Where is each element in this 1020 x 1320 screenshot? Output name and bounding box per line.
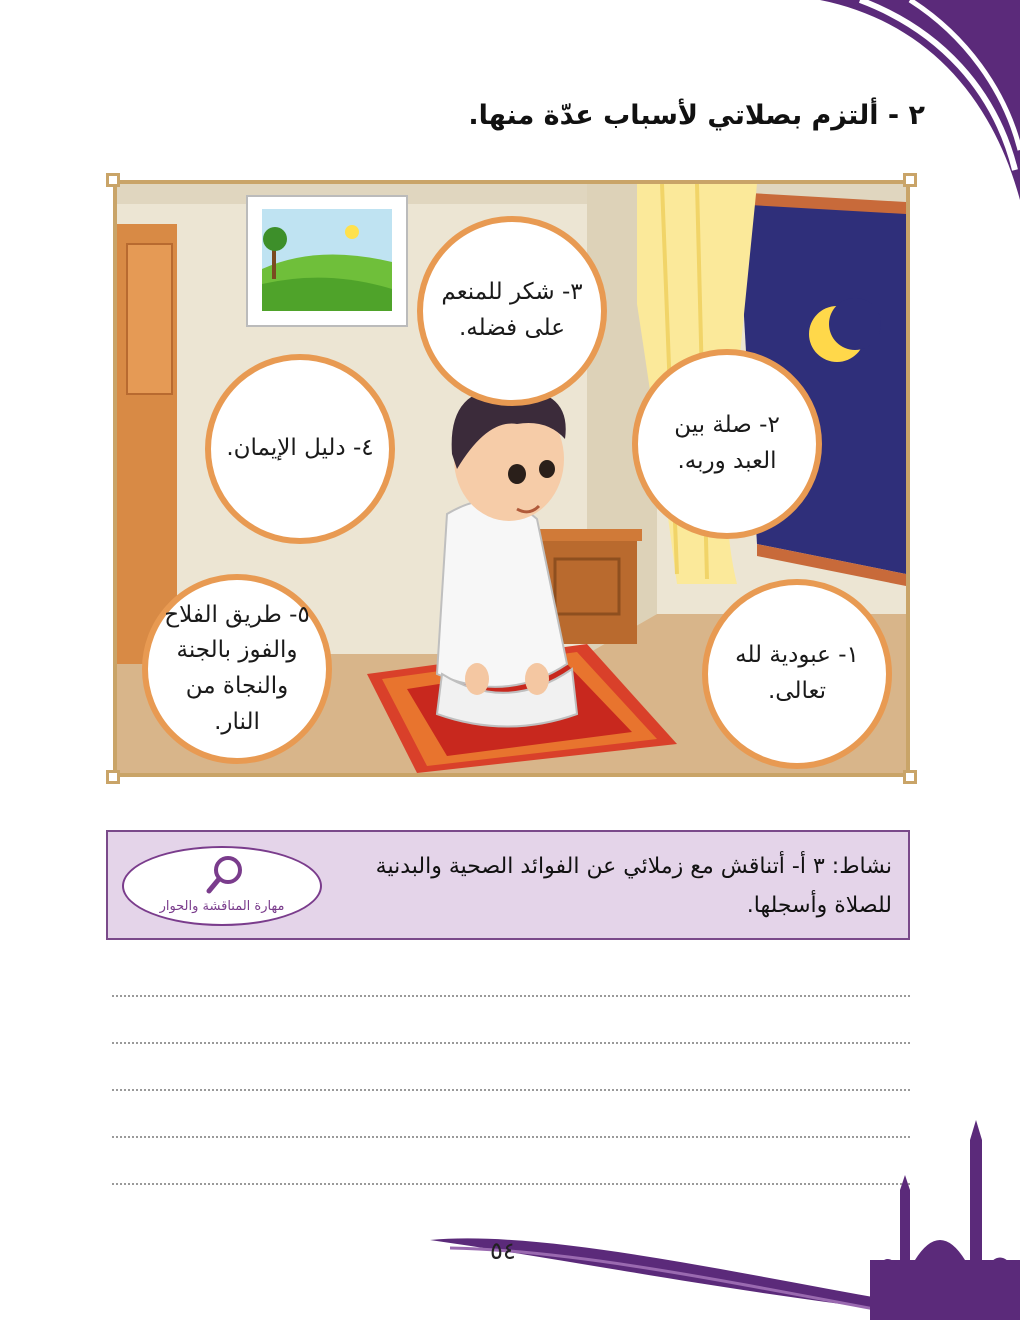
answer-line[interactable] xyxy=(112,1183,910,1185)
mosque-silhouette-icon xyxy=(860,1120,1020,1320)
reason-bubble-5: ٥- طريق الفلاح والفوز بالجنة والنجاة من النار. xyxy=(142,574,332,764)
answer-line[interactable] xyxy=(112,995,910,997)
activity-label: نشاط: ٣ xyxy=(812,854,892,879)
skill-label: مهارة المناقشة والحوار xyxy=(159,899,285,914)
page-number: ٥٤ xyxy=(490,1237,516,1265)
prayer-illustration xyxy=(113,180,910,777)
section-heading: ٢ - ألتزم بصلاتي لأسباب عدّة منها. xyxy=(468,100,925,131)
activity-box xyxy=(106,830,910,940)
answer-line[interactable] xyxy=(112,1042,910,1044)
frame-corner-ornament xyxy=(106,770,120,784)
reason-bubble-1: ١- عبودية لله تعالى. xyxy=(702,579,892,769)
activity-text xyxy=(332,848,892,925)
activity-instruction: أ- أتناقش مع زملائي عن الفوائد الصحية والبدنية للصلاة وأسجلها. xyxy=(375,854,892,918)
answer-line[interactable] xyxy=(112,1136,910,1138)
reason-bubble-2: ٢- صلة بين العبد وربه. xyxy=(632,349,822,539)
frame-corner-ornament xyxy=(903,770,917,784)
skill-badge xyxy=(122,846,322,926)
magnifier-icon xyxy=(204,854,244,896)
answer-line[interactable] xyxy=(112,1089,910,1091)
frame-corner-ornament xyxy=(903,173,917,187)
reason-bubble-3: ٣- شكر للمنعم على فضله. xyxy=(417,216,607,406)
reason-bubble-4: ٤- دليل الإيمان. xyxy=(205,354,395,544)
frame-corner-ornament xyxy=(106,173,120,187)
